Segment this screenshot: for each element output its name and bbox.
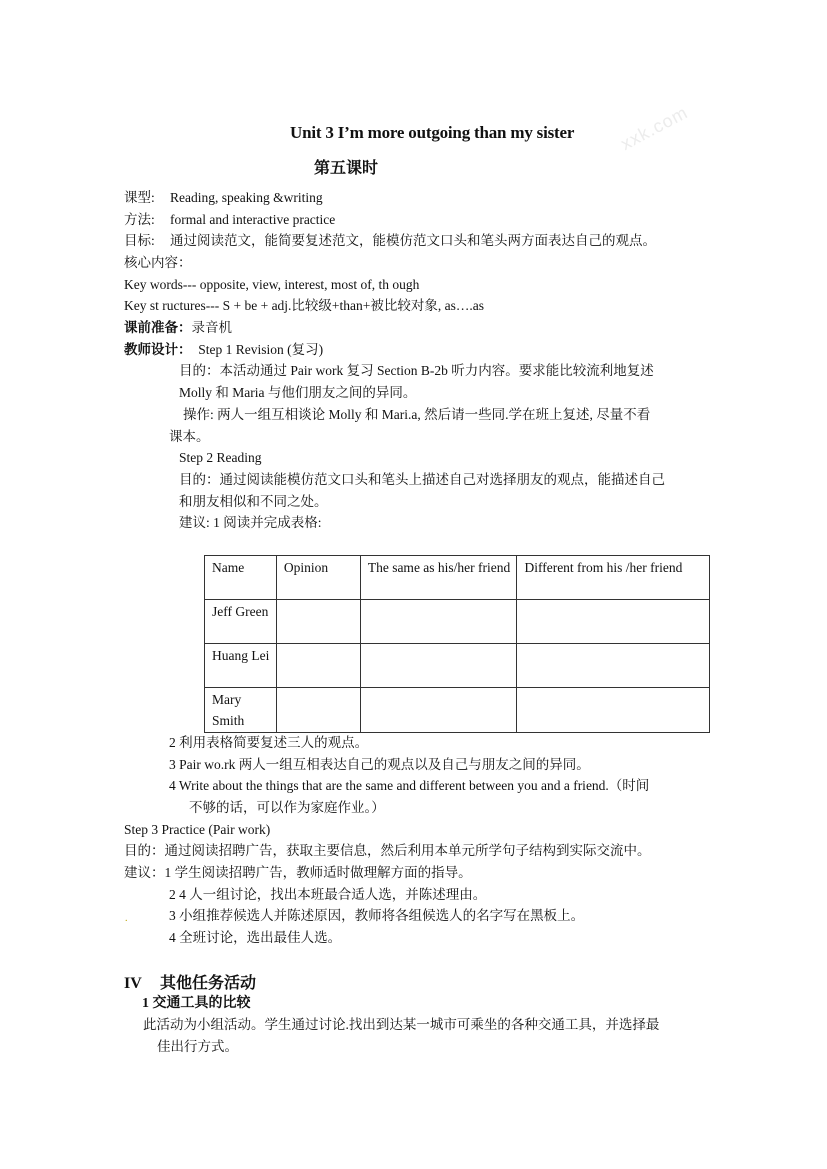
table-cell bbox=[517, 688, 710, 733]
step3-line: 建议：1 学生阅读招聘广告，教师适时做理解方面的指导。 bbox=[124, 865, 472, 880]
table-cell bbox=[517, 600, 710, 644]
lesson-type-label: 课型: bbox=[124, 190, 155, 205]
preparation-label: 课前准备： bbox=[124, 320, 192, 335]
key-words: Key words--- opposite, view, interest, most of, th ough bbox=[124, 277, 420, 292]
goal bbox=[124, 231, 656, 251]
table-header: Different from his /her friend bbox=[517, 556, 710, 600]
core-content-label: 核心内容： bbox=[124, 255, 192, 270]
goal-value: 通过阅读范文，能简要复述范文，能模仿范文口头和笔头两方面表达自己的观点。 bbox=[170, 233, 656, 248]
section-title: 其他任务活动 bbox=[160, 975, 257, 992]
table-cell: Mary Smith bbox=[205, 688, 277, 733]
table-row bbox=[205, 644, 710, 688]
method-label: 方法: bbox=[124, 212, 155, 227]
teacher-design bbox=[124, 340, 323, 360]
page-title: Unit 3 I’m more outgoing than my sister bbox=[290, 123, 575, 142]
step3-line: 4 全班讨论，选出最佳人选。 bbox=[169, 930, 342, 945]
section-number: IV bbox=[124, 975, 142, 992]
after-table-line: 3 Pair wo.rk 两人一组互相表达自己的观点以及自己与朋友之间的异同。 bbox=[169, 757, 590, 772]
table-header: Name bbox=[205, 556, 277, 600]
after-table-line: 不够的话，可以作为家庭作业。） bbox=[189, 800, 385, 815]
lesson-type bbox=[124, 188, 323, 208]
method-value: formal and interactive practice bbox=[170, 212, 336, 227]
after-table-line: 4 Write about the things that are the same and different between you and a friend.（时间 bbox=[169, 778, 650, 793]
table-cell bbox=[360, 644, 517, 688]
table-cell bbox=[276, 688, 360, 733]
after-table-line: 2 利用表格简要复述三人的观点。 bbox=[169, 735, 369, 750]
table-cell bbox=[276, 600, 360, 644]
table-cell bbox=[276, 644, 360, 688]
table-header-row bbox=[205, 556, 710, 600]
table-cell bbox=[360, 600, 517, 644]
method bbox=[124, 210, 335, 230]
preparation bbox=[124, 318, 232, 338]
goal-label: 目标: bbox=[124, 233, 155, 248]
section-heading bbox=[124, 970, 256, 993]
step1-line: 操作: 两人一组互相谈论 Molly 和 Mari.a, 然后请一些同.学在班上复述, 尽量不看 bbox=[183, 407, 651, 422]
table-header: Opinion bbox=[276, 556, 360, 600]
opinion-table bbox=[204, 555, 710, 733]
lesson-type-value: Reading, speaking &writing bbox=[170, 190, 323, 205]
table-cell bbox=[517, 644, 710, 688]
step1-heading: Step 1 Revision (复习) bbox=[198, 342, 324, 357]
table-header: The same as his/her friend bbox=[360, 556, 517, 600]
step2-line: 建议: 1 阅读并完成表格: bbox=[179, 515, 322, 530]
table-cell: Huang Lei bbox=[205, 644, 277, 688]
preparation-value: 录音机 bbox=[191, 320, 232, 335]
section-body-line: 此活动为小组活动。学生通过讨论.找出到达某一城市可乘坐的各种交通工具，并选择最 bbox=[143, 1017, 660, 1032]
step2-line: 和朋友相似和不同之处。 bbox=[179, 494, 328, 509]
step1-line: 目的：本活动通过 Pair work 复习 Section B-2b 听力内容。要求能比较流利地复述 bbox=[179, 363, 654, 378]
table-cell bbox=[360, 688, 517, 733]
step3-heading: Step 3 Practice (Pair work) bbox=[124, 822, 271, 837]
page-subtitle: 第五课时 bbox=[314, 160, 379, 177]
step3-line: 3 小组推荐候选人并陈述原因，教师将各组候选人的名字写在黑板上。 bbox=[169, 908, 585, 923]
key-structures: Key st ructures--- S + be + adj.比较级+than+被比较对象, as….as bbox=[124, 298, 485, 313]
teacher-design-label: 教师设计： bbox=[124, 342, 192, 357]
table-row bbox=[205, 600, 710, 644]
watermark: xxk.com bbox=[617, 102, 692, 155]
step1-line: 课本。 bbox=[169, 429, 210, 444]
section-body-line: 佳出行方式。 bbox=[157, 1039, 238, 1054]
step3-line: 目的：通过阅读招聘广告，获取主要信息，然后利用本单元所学句子结构到实际交流中。 bbox=[124, 843, 651, 858]
table-cell: Jeff Green bbox=[205, 600, 277, 644]
step2-line: 目的：通过阅读能模仿范文口头和笔头上描述自己对选择朋友的观点，能描述自己 bbox=[179, 472, 665, 487]
step1-line: Molly 和 Maria 与他们朋友之间的异同。 bbox=[179, 385, 417, 400]
step3-line: 2 4 人一组讨论，找出本班最合适人选，并陈述理由。 bbox=[169, 887, 487, 902]
subsection-heading: 1 交通工具的比较 bbox=[142, 996, 251, 1011]
table-row bbox=[205, 688, 710, 733]
step2-heading: Step 2 Reading bbox=[179, 450, 262, 465]
stray-dot: . bbox=[125, 913, 128, 924]
